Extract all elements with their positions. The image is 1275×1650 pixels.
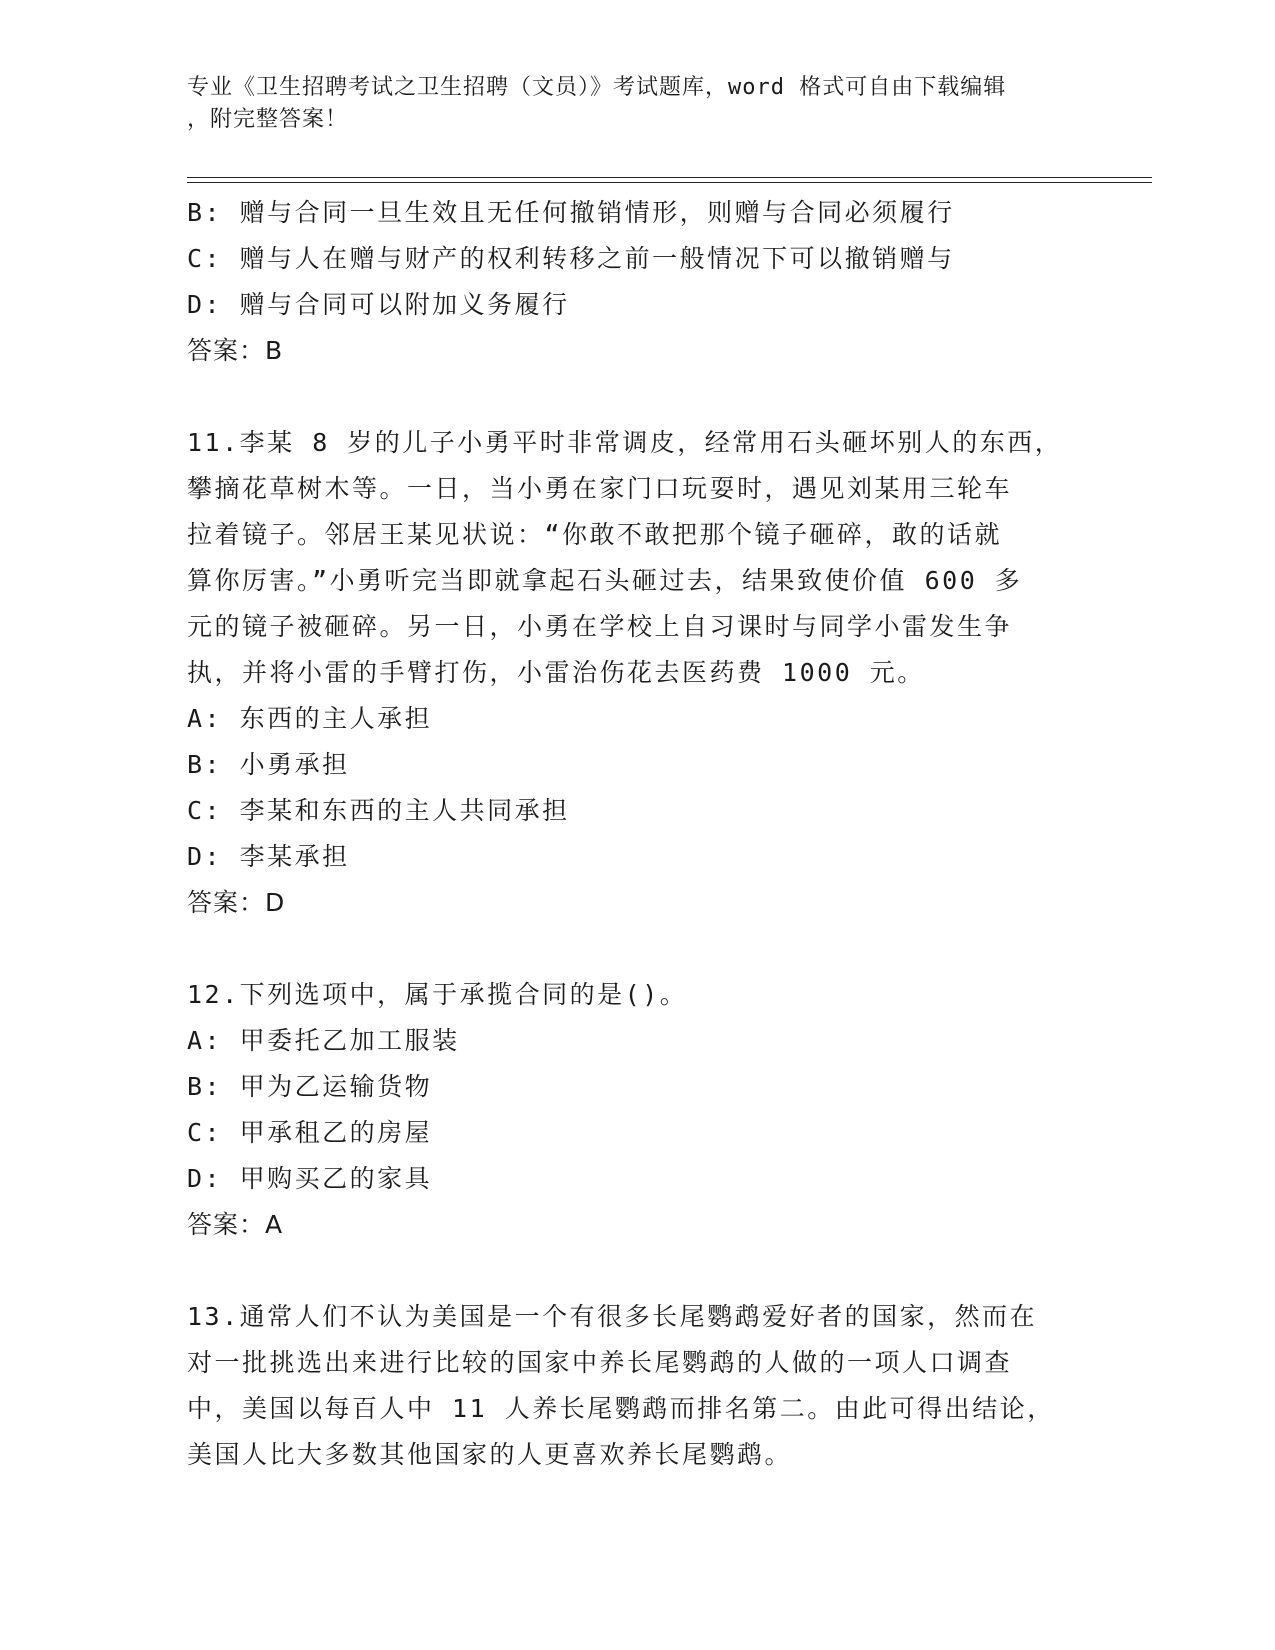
option-d: D: 李某承担 <box>187 842 350 871</box>
question-stem-line: 算你厉害。”小勇听完当即就拿起石头砸过去，结果致使价值 600 多 <box>187 566 1023 595</box>
spacer <box>187 374 1087 420</box>
document-body <box>187 190 1087 1478</box>
question-11 <box>187 420 1087 926</box>
option-c: C: 李某和东西的主人共同承担 <box>187 796 570 825</box>
answer: 答案：D <box>187 888 286 917</box>
header-divider-bottom <box>187 182 1152 183</box>
document-header <box>187 72 1067 136</box>
answer: 答案：A <box>187 1210 284 1239</box>
option-d: D: 甲购买乙的家具 <box>187 1164 433 1193</box>
header-line-2: ，附完整答案！ <box>187 107 349 132</box>
question-stem-line: 对一批挑选出来进行比较的国家中养长尾鹦鹉的人做的一项人口调查 <box>187 1348 1013 1377</box>
question-stem-line: 12.下列选项中，属于承揽合同的是()。 <box>187 980 688 1009</box>
option-c: C: 赠与人在赠与财产的权利转移之前一般情况下可以撤销赠与 <box>187 244 955 273</box>
question-stem-line: 执，并将小雷的手臂打伤，小雷治伤花去医药费 1000 元。 <box>187 658 925 687</box>
question-stem-line: 中，美国以每百人中 11 人养长尾鹦鹉而排名第二。由此可得出结论， <box>187 1394 1055 1423</box>
question-stem-line: 元的镜子被砸碎。另一日，小勇在学校上自习课时与同学小雷发生争 <box>187 612 1013 641</box>
spacer <box>187 1248 1087 1294</box>
header-line-1: 专业《卫生招聘考试之卫生招聘（文员）》考试题库，word 格式可自由下载编辑 <box>187 75 1007 100</box>
question-13 <box>187 1294 1087 1478</box>
option-c: C: 甲承租乙的房屋 <box>187 1118 433 1147</box>
spacer <box>187 926 1087 972</box>
option-b: B: 小勇承担 <box>187 750 350 779</box>
question-stem-line: 攀摘花草树木等。一日，当小勇在家门口玩耍时，遇见刘某用三轮车 <box>187 474 1013 503</box>
header-divider-top <box>187 177 1152 178</box>
question-stem-line: 美国人比大多数其他国家的人更喜欢养长尾鹦鹉。 <box>187 1440 793 1469</box>
question-12 <box>187 972 1087 1248</box>
option-a: A: 东西的主人承担 <box>187 704 433 733</box>
option-b: B: 赠与合同一旦生效且无任何撤销情形，则赠与合同必须履行 <box>187 198 955 227</box>
question-stem-line: 拉着镜子。邻居王某见状说：“你敢不敢把那个镜子砸碎，敢的话就 <box>187 520 1003 549</box>
option-a: A: 甲委托乙加工服装 <box>187 1026 460 1055</box>
answer: 答案：B <box>187 336 284 365</box>
question-stem-line: 13.通常人们不认为美国是一个有很多长尾鹦鹉爱好者的国家，然而在 <box>187 1302 1038 1331</box>
question-stem-line: 11.李某 8 岁的儿子小勇平时非常调皮，经常用石头砸坏别人的东西， <box>187 428 1063 457</box>
option-b: B: 甲为乙运输货物 <box>187 1072 433 1101</box>
question-10-tail <box>187 190 1087 374</box>
option-d: D: 赠与合同可以附加义务履行 <box>187 290 570 319</box>
